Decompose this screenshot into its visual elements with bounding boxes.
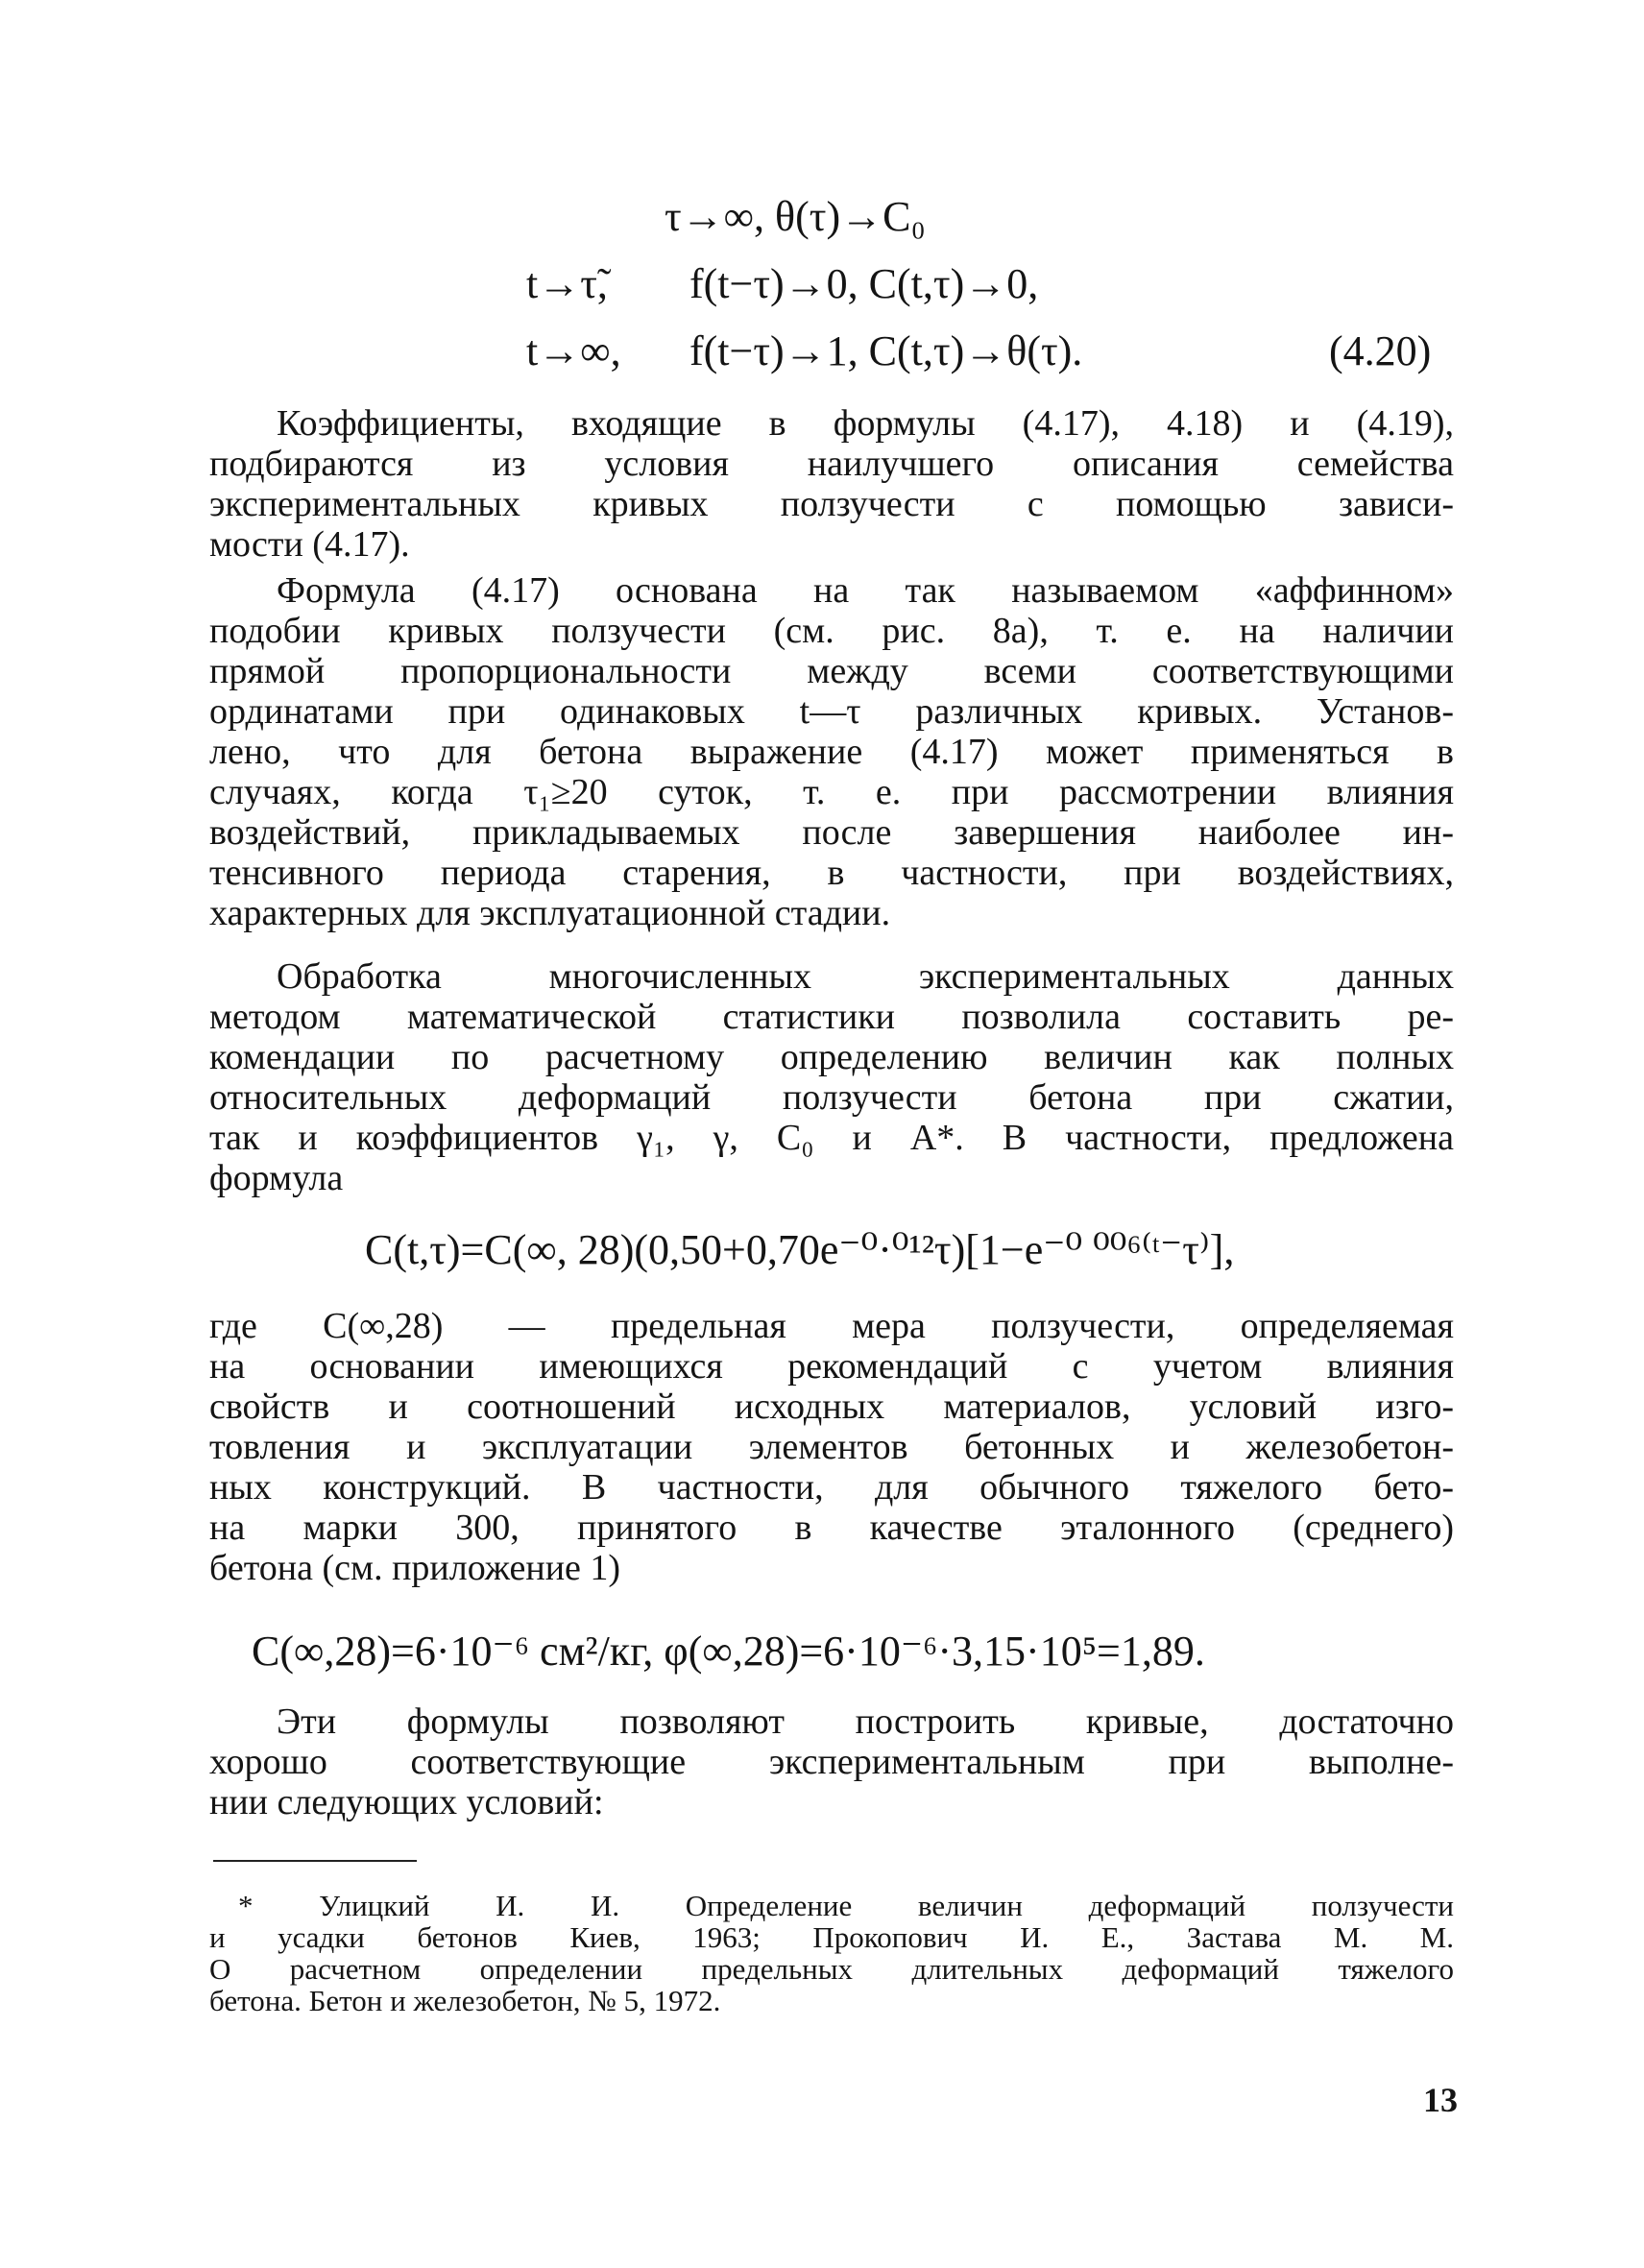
footnote-line: и усадки бетонов Киев, 1963; Прокопович И. Е., Застава М. М.: [209, 1920, 1454, 1954]
footnote-line: * Улицкий И. И. Определение величин деформаций ползучести: [238, 1889, 1454, 1922]
text-line: на основании имеющихся рекомендаций с учетом влияния: [209, 1346, 1454, 1387]
equation-reference-concrete: C(∞,28)=6·10⁻⁶ см²/кг, φ(∞,28)=6·10⁻⁶·3,15·10⁵=1,89.: [252, 1628, 1205, 1675]
equation-creep-measure: C(t,τ)=C(∞, 28)(0,50+0,70e⁻⁰·⁰¹²τ)[1−e⁻⁰ ⁰⁰⁶⁽ᵗ⁻τ⁾],: [365, 1226, 1235, 1273]
footnote-line: О расчетном определении предельных длительных деформаций тяжелого: [209, 1952, 1454, 1986]
paragraph-coefficients: [209, 403, 1454, 565]
text-line: Эти формулы позволяют построить кривые, достаточно: [277, 1701, 1454, 1742]
paragraph-formulas-allow: [209, 1701, 1454, 1822]
text-line: Формула (4.17) основана на так называемом «аффинном»: [277, 570, 1454, 611]
footnote-divider: [213, 1860, 417, 1862]
text-line: ординатами при одинаковых t—τ различных кривых. Установ-: [209, 691, 1454, 732]
text-line: методом математической статистики позволила составить ре-: [209, 997, 1454, 1037]
text-line: подбираются из условия наилучшего описания семейства: [209, 444, 1454, 484]
text-line: хорошо соответствующие экспериментальным при выполне-: [209, 1742, 1454, 1782]
text-line: экспериментальных кривых ползучести с помощью зависи-: [209, 484, 1454, 524]
paragraph-limit-creep: [209, 1306, 1454, 1588]
text-line: случаях, когда τ₁≥20 суток, т. е. при рассмотрении влияния: [209, 772, 1454, 812]
footnote-line: бетона. Бетон и железобетон, № 5, 1972.: [209, 1984, 721, 2017]
formula-number: (4.20): [1329, 327, 1432, 374]
text-line: Обработка многочисленных экспериментальных данных: [277, 956, 1454, 997]
paragraph-statistics: [209, 956, 1454, 1198]
text-line: лено, что для бетона выражение (4.17) может применяться в: [209, 732, 1454, 772]
formula-line-1: τ→∞, θ(τ)→C₀: [665, 193, 926, 240]
text-line: свойств и соотношений исходных материалов, условий изго-: [209, 1387, 1454, 1427]
text-line: комендации по расчетному определению величин как полных: [209, 1037, 1454, 1077]
text-line: прямой пропорциональности между всеми соответствующими: [209, 651, 1454, 691]
text-line: нии следующих условий:: [209, 1782, 604, 1822]
formula-line-2-result: f(t−τ)→0, C(t,τ)→0,: [689, 260, 1039, 307]
formula-line-2-condition: t→τ̃,: [526, 260, 608, 307]
page-number: 13: [1423, 2081, 1458, 2119]
text-line: формула: [209, 1158, 344, 1198]
text-line: подобии кривых ползучести (см. рис. 8а), т. е. на наличии: [209, 611, 1454, 651]
text-line: ных конструкций. В частности, для обычного тяжелого бето-: [209, 1467, 1454, 1508]
text-line: где C(∞,28) — предельная мера ползучести, определяемая: [209, 1306, 1454, 1346]
text-line: Коэффициенты, входящие в формулы (4.17), 4.18) и (4.19),: [277, 403, 1454, 444]
formula-line-3-result: f(t−τ)→1, C(t,τ)→θ(τ).: [689, 327, 1083, 374]
text-line: так и коэффициентов γ₁, γ, C₀ и A*. В частности, предложена: [209, 1118, 1454, 1158]
text-line: мости (4.17).: [209, 524, 410, 565]
text-line: тенсивного периода старения, в частности, при воздействиях,: [209, 853, 1454, 893]
text-line: относительных деформаций ползучести бетона при сжатии,: [209, 1077, 1454, 1118]
formula-line-3-condition: t→∞,: [526, 327, 621, 374]
text-line: бетона (см. приложение 1): [209, 1548, 621, 1588]
text-line: товления и эксплуатации элементов бетонных и железобетон-: [209, 1427, 1454, 1467]
footnote: [209, 1890, 1454, 2016]
text-line: воздействий, прикладываемых после завершения наиболее ин-: [209, 812, 1454, 853]
paragraph-affine-similarity: [209, 570, 1454, 933]
text-line: характерных для эксплуатационной стадии.: [209, 893, 891, 933]
text-line: на марки 300, принятого в качестве эталонного (среднего): [209, 1508, 1454, 1548]
